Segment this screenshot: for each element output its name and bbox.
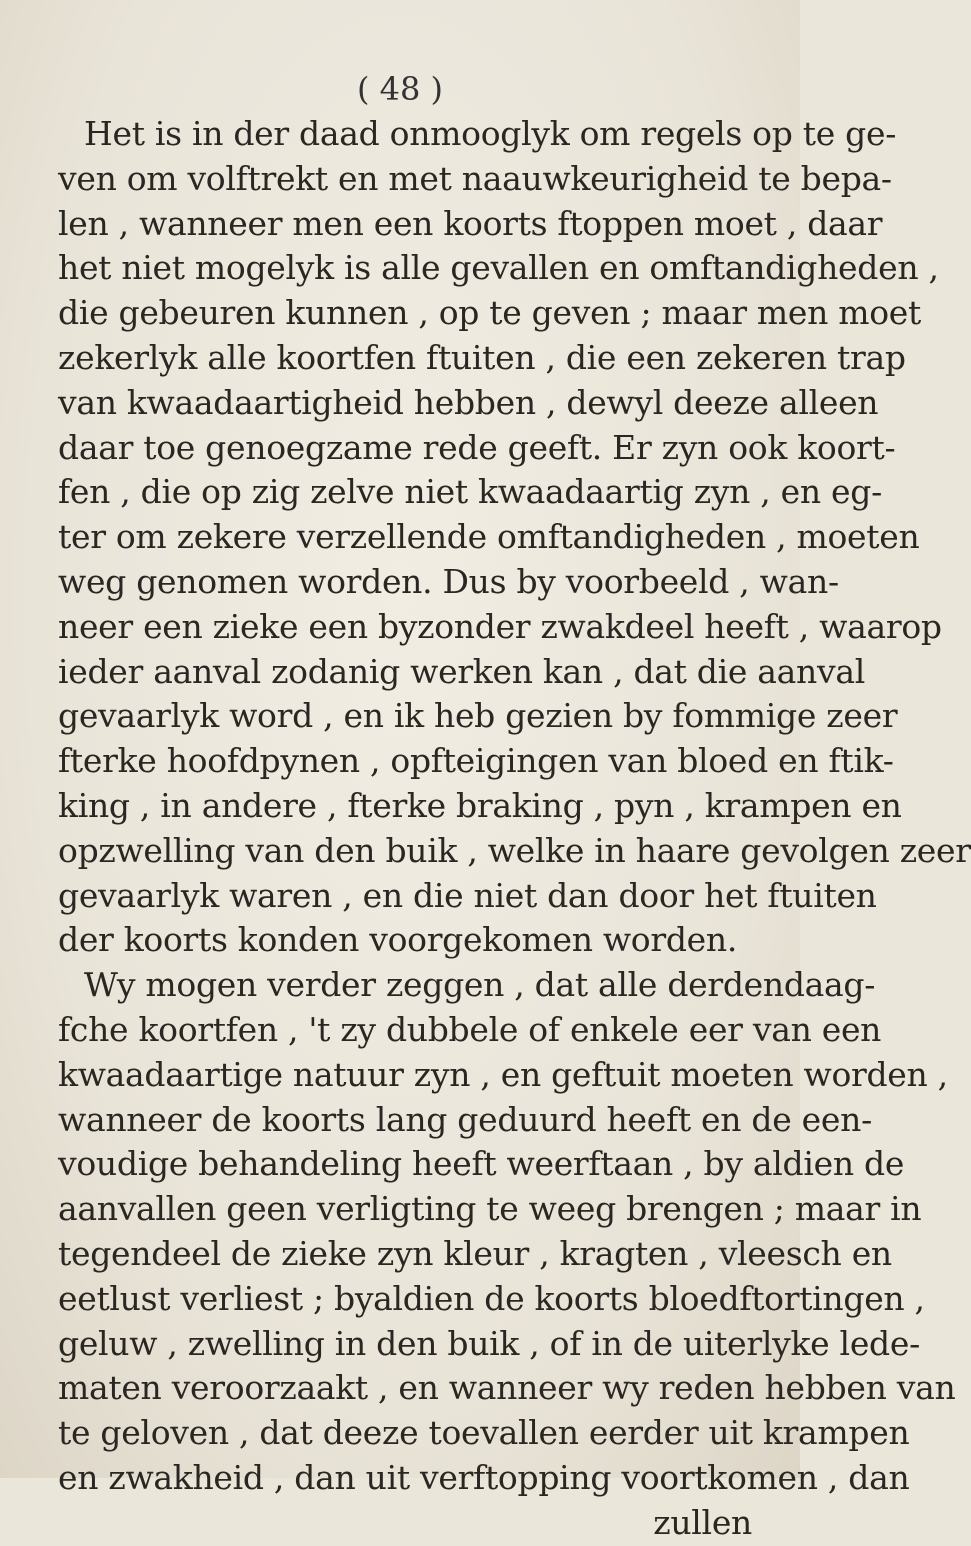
text-line: Het is in der daad onmooglyk om regels op te ge- [84, 114, 897, 153]
text-line: fterke hoofdpynen , opfteigingen van bloed en ftik- [58, 741, 894, 781]
text-line: neer een zieke een byzonder zwakdeel heeft , waarop [58, 606, 942, 646]
text-line: het niet mogelyk is alle gevallen en omftandigheden , [58, 248, 939, 288]
text-line: len , wanneer men een koorts ftoppen moet , daar [58, 203, 883, 243]
text-line: zekerlyk alle koortfen ftuiten , die een zekeren trap [58, 337, 906, 377]
body-text [58, 112, 971, 1546]
text-line: wanneer de koorts lang geduurd heeft en de een- [58, 1099, 872, 1139]
text-line: ieder aanval zodanig werken kan , dat die aanval [58, 651, 865, 691]
text-line: gevaarlyk word , en ik heb gezien by fommige zeer [58, 696, 898, 736]
text-line: weg genomen worden. Dus by voorbeeld , wan- [58, 561, 839, 601]
text-line: en zwakheid , dan uit verftopping voortkomen , dan [58, 1457, 910, 1497]
text-line: aanvallen geen verligting te weeg brengen ; maar in [58, 1189, 922, 1229]
text-line: te geloven , dat deeze toevallen eerder uit krampen [58, 1413, 910, 1453]
text-line: kwaadaartige natuur zyn , en geftuit moeten worden , [58, 1054, 948, 1094]
text-line: king , in andere , fterke braking , pyn , krampen en [58, 785, 902, 825]
text-line: ter om zekere verzellende omftandigheden , moeten [58, 517, 920, 557]
text-line: van kwaadaartigheid hebben , dewyl deeze alleen [58, 382, 879, 422]
text-line: fen , die op zig zelve niet kwaadaartig zyn , en eg- [58, 472, 882, 512]
text-line: opzwelling van den buik , welke in haare gevolgen zeer [58, 830, 971, 870]
text-line: der koorts konden voorgekomen worden. [58, 920, 738, 960]
text-line: voudige behandeling heeft weerftaan , by aldien de [58, 1144, 905, 1184]
catchword: zullen [653, 1502, 752, 1542]
text-line: geluw , zwelling in den buik , of in de uiterlyke lede- [58, 1323, 920, 1363]
text-line: gevaarlyk waren , en die niet dan door het ftuiten [58, 875, 877, 915]
text-line: fche koortfen , 't zy dubbele of enkele eer van een [58, 1009, 882, 1049]
text-line: maten veroorzaakt , en wanneer wy reden hebben van [58, 1368, 956, 1408]
text-line: ven om volftrekt en met naauwkeurigheid te bepa- [58, 158, 892, 198]
text-line: die gebeuren kunnen , op te geven ; maar men moet [58, 293, 921, 333]
text-line: Wy mogen verder zeggen , dat alle derdendaag- [84, 965, 876, 1005]
text-line: daar toe genoegzame rede geeft. Er zyn ook koort- [58, 427, 896, 467]
text-line: tegendeel de zieke zyn kleur , kragten , vleesch en [58, 1233, 892, 1273]
page-number: ( 48 ) [356, 70, 444, 108]
text-line: eetlust verliest ; byaldien de koorts bloedftortingen , [58, 1278, 925, 1318]
